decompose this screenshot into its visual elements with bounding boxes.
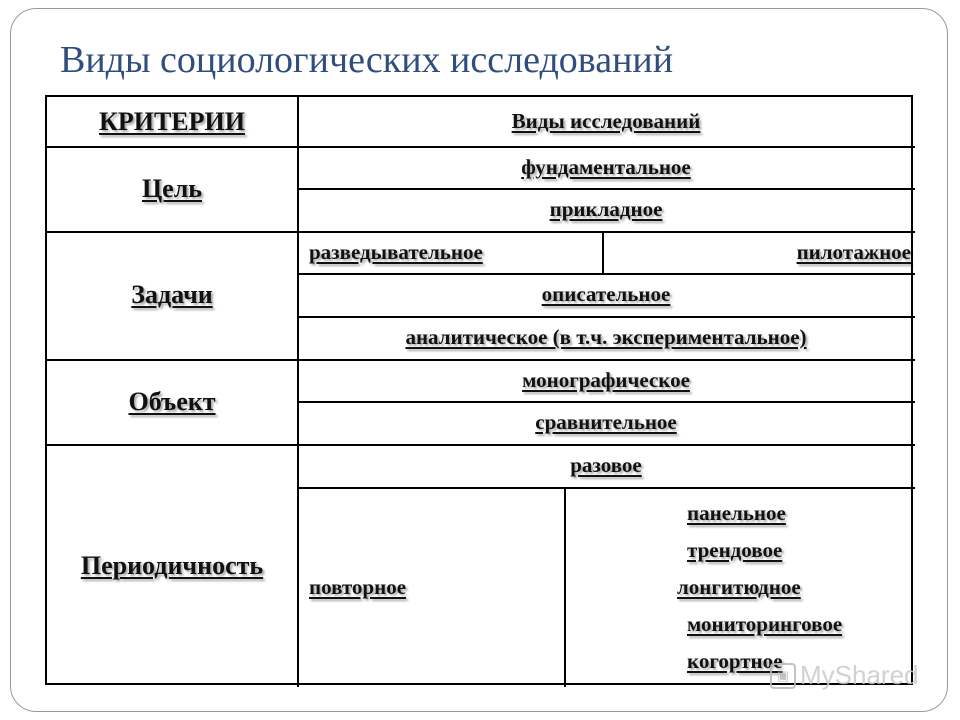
research-types-table [45,95,913,685]
type-repeated: повторное [309,574,407,599]
type-longitudinal: лонгитюдное [677,575,801,599]
type-monitoring: мониторинговое [687,612,843,636]
header-criteria: КРИТЕРИИ [99,106,245,136]
type-trend: трендовое [687,538,783,562]
type-pilot: пилотажное [796,239,911,264]
header-research-types: Виды исследований [511,109,701,133]
criterion-goal: Цель [141,173,203,203]
type-applied: прикладное [549,197,663,221]
presentation-icon: ▣ [770,663,796,689]
type-analytical: аналитическое (в т.ч. экспериментальное) [405,325,807,349]
type-cohort: когортное [687,649,783,673]
split-divider [564,487,566,687]
type-exploratory: разведывательное [309,239,483,264]
watermark [770,660,919,691]
criterion-periodicity: Периодичность [80,550,264,580]
criterion-tasks: Задачи [131,280,213,309]
type-one-time: разовое [570,453,642,477]
type-descriptive: описательное [541,282,671,306]
type-panel: панельное [687,501,786,525]
type-fundamental: фундаментальное [521,154,691,179]
criterion-object: Объект [128,386,216,416]
type-monographic: монографическое [522,367,690,392]
slide-title: Виды социологических исследований [60,39,674,81]
watermark-text: MyShared [800,660,919,690]
repeated-types-list [677,495,842,680]
type-comparative: сравнительное [535,410,677,434]
